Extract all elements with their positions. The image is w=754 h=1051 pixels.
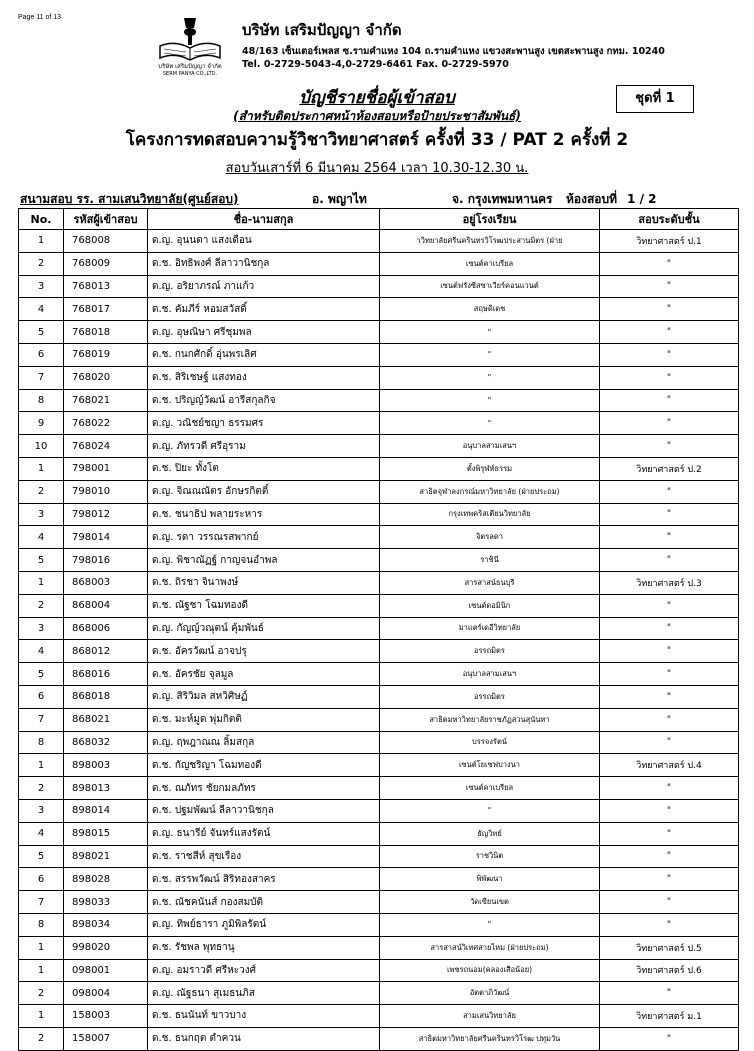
cell-school: อัตตาภิวัฒน์ [380, 982, 600, 1005]
table-row [19, 571, 739, 594]
table-row [19, 685, 739, 708]
table-row [19, 640, 739, 663]
table-row [19, 754, 739, 777]
cell-name: ด.ญ. อุนนดา แสงเดือน [148, 230, 380, 253]
document-subtitle: (สำหรับติดประกาศหน้าห้องสอบหรือป้ายประชาสัมพันธ์) [233, 109, 521, 123]
cell-name: ด.ช. กนกศักดิ์ อุ่นพรเลิศ [148, 343, 380, 366]
cell-level: " [600, 868, 739, 891]
cell-name: ด.ญ. ทิพย์ธารา ภูมิพิลรัตน์ [148, 913, 380, 936]
cell-name: ด.ช. ณภัทร ชัยกมลภัทร [148, 777, 380, 800]
cell-id: 998020 [64, 936, 148, 959]
cell-school: อนุบาลสามเสนฯ [380, 663, 600, 686]
cell-id: 768018 [64, 321, 148, 344]
cell-no: 2 [19, 982, 64, 1005]
cell-id: 898014 [64, 799, 148, 822]
cell-school: อรรถมิตร [380, 685, 600, 708]
cell-no: 10 [19, 435, 64, 458]
cell-school: ราชวินิต [380, 845, 600, 868]
cell-no: 4 [19, 822, 64, 845]
cell-level: " [600, 822, 739, 845]
cell-id: 768019 [64, 343, 148, 366]
logo-text-en: SERM PANYA CO.,LTD. [162, 71, 218, 76]
cell-school: เซนต์โยเซฟบางนา [380, 754, 600, 777]
table-row [19, 777, 739, 800]
cell-name: ด.ช. มะห์มูด พุ่มกิตติ [148, 708, 380, 731]
cell-level: " [600, 731, 739, 754]
cell-level: วิทยาศาสตร์ ม.1 [600, 1005, 739, 1028]
cell-school: บรรจงรัตน์ [380, 731, 600, 754]
cell-name: ด.ช. ณัฐชา โฉมทองดี [148, 594, 380, 617]
project-title: โครงการทดสอบความรู้วิชาวิทยาศาสตร์ ครั้งที่ 33 / PAT 2 ครั้งที่ 2 [125, 130, 629, 150]
cell-id: 768017 [64, 298, 148, 321]
cell-school: เซนต์คาเบรียล [380, 252, 600, 275]
cell-no: 2 [19, 1027, 64, 1050]
cell-level: " [600, 845, 739, 868]
cell-id: 768013 [64, 275, 148, 298]
cell-level: " [600, 777, 739, 800]
table-row [19, 891, 739, 914]
cell-name: ด.ช. อัครชัย จุลมูล [148, 663, 380, 686]
cell-no: 9 [19, 412, 64, 435]
cell-school: " [380, 412, 600, 435]
cell-id: 768020 [64, 366, 148, 389]
table-header-row [19, 209, 739, 230]
cell-level: " [600, 298, 739, 321]
cell-no: 2 [19, 252, 64, 275]
cell-school: เพชรถนอม(คลองเสือน้อย) [380, 959, 600, 982]
cell-level: " [600, 412, 739, 435]
cell-name: ด.ญ. จิณณณัตร อักษรกิตติ์ [148, 480, 380, 503]
cell-level: " [600, 799, 739, 822]
cell-school: มาแตร์เดอีวิทยาลัย [380, 617, 600, 640]
cell-name: ด.ญ. ธนารีย์ จันทร์แสงรัตน์ [148, 822, 380, 845]
cell-name: ด.ญ. วณิชย์ชญา ธรรมศร [148, 412, 380, 435]
cell-no: 7 [19, 708, 64, 731]
cell-level: " [600, 343, 739, 366]
logo-text: บริษัท เสริมปัญญา จำกัด [158, 63, 222, 70]
cell-no: 8 [19, 389, 64, 412]
cell-school: สาธิตมหาวิทยาลัยราชภัฏสวนสุนันทา [380, 708, 600, 731]
cell-level: " [600, 982, 739, 1005]
cell-id: 868016 [64, 663, 148, 686]
cell-no: 2 [19, 480, 64, 503]
table-row [19, 845, 739, 868]
cell-id: 868012 [64, 640, 148, 663]
table-row [19, 822, 739, 845]
cell-no: 1 [19, 754, 64, 777]
cell-level: " [600, 663, 739, 686]
cell-id: 898015 [64, 822, 148, 845]
cell-id: 868018 [64, 685, 148, 708]
cell-level: " [600, 366, 739, 389]
cell-name: ด.ญ. ฤพฎาณณ ลิ้มสกุล [148, 731, 380, 754]
cell-no: 7 [19, 891, 64, 914]
cell-name: ด.ญ. อริยาภรณ์ ภาแก้ว [148, 275, 380, 298]
cell-id: 798014 [64, 526, 148, 549]
cell-level: " [600, 252, 739, 275]
cell-name: ด.ช. ธนกฤต ตำควน [148, 1027, 380, 1050]
cell-no: 4 [19, 526, 64, 549]
cell-id: 768008 [64, 230, 148, 253]
cell-name: ด.ช. ปิยะ ทั้งโต [148, 457, 380, 480]
cell-no: 5 [19, 845, 64, 868]
cell-id: 898028 [64, 868, 148, 891]
table-row [19, 366, 739, 389]
cell-no: 3 [19, 799, 64, 822]
cell-level: " [600, 389, 739, 412]
cell-school: สารสาสน์ธนบุรี [380, 571, 600, 594]
cell-id: 158007 [64, 1027, 148, 1050]
table-row [19, 480, 739, 503]
cell-level: วิทยาศาสตร์ ป.4 [600, 754, 739, 777]
cell-school: พิพัฒนา [380, 868, 600, 891]
table-row [19, 936, 739, 959]
cell-no: 6 [19, 868, 64, 891]
table-row [19, 663, 739, 686]
cell-name: ด.ช. ปฐมพัฒน์ ลีลาวานิชกุล [148, 799, 380, 822]
cell-id: 158003 [64, 1005, 148, 1028]
cell-id: 868021 [64, 708, 148, 731]
exam-room [566, 190, 656, 209]
table-row [19, 708, 739, 731]
cell-school: อนุบาลสามเสนฯ [380, 435, 600, 458]
cell-level: วิทยาศาสตร์ ป.5 [600, 936, 739, 959]
cell-level: " [600, 1027, 739, 1050]
table-row [19, 959, 739, 982]
cell-name: ด.ช. ราชสีห์ สุขเรือง [148, 845, 380, 868]
cell-level: " [600, 685, 739, 708]
cell-no: 5 [19, 663, 64, 686]
cell-no: 1 [19, 936, 64, 959]
cell-id: 868004 [64, 594, 148, 617]
cell-name: ด.ญ. ภัทรวดี ศรีอุราม [148, 435, 380, 458]
cell-school: กรุงเทพคริสเตียนวิทยาลัย [380, 503, 600, 526]
cell-id: 898003 [64, 754, 148, 777]
table-row [19, 503, 739, 526]
cell-name: ด.ญ. อุษณิษา ศรีชุมพล [148, 321, 380, 344]
table-row [19, 982, 739, 1005]
col-header-name: ชื่อ-นามสกุล [148, 209, 380, 230]
cell-school: สาธิตจุฬาลงกรณ์มหาวิทยาลัย (ฝ่ายประถม) [380, 480, 600, 503]
cell-no: 8 [19, 731, 64, 754]
cell-school: " [380, 799, 600, 822]
cell-no: 6 [19, 343, 64, 366]
cell-no: 5 [19, 549, 64, 572]
cell-no: 3 [19, 275, 64, 298]
table-row [19, 252, 739, 275]
cell-id: 798012 [64, 503, 148, 526]
cell-name: ด.ช. ธนนันท์ ขาวบาง [148, 1005, 380, 1028]
cell-id: 768021 [64, 389, 148, 412]
cell-level: " [600, 913, 739, 936]
page-number: Page 11 of 13 [18, 14, 62, 21]
venue-district: อ. พญาไท [312, 192, 367, 206]
cell-school: ธัญวิทย์ [380, 822, 600, 845]
col-header-school: อยู่โรงเรียน [380, 209, 600, 230]
cell-id: 868006 [64, 617, 148, 640]
table-row [19, 731, 739, 754]
cell-school: เซนต์คาเบรียล [380, 777, 600, 800]
cell-id: 868032 [64, 731, 148, 754]
cell-school: สาธิตมหาวิทยาลัยศรีนครินทรวิโรฒ ปทุมวัน [380, 1027, 600, 1050]
venue-name: สนามสอบ รร. สามเสนวิทยาลัย(ศูนย์สอบ) [20, 192, 239, 206]
table-row [19, 868, 739, 891]
cell-level: " [600, 617, 739, 640]
table-row [19, 594, 739, 617]
cell-name: ด.ญ. กัญญ์วณุตน์ คุ้มพันธ์ [148, 617, 380, 640]
cell-school: าวิทยาลัยศรีนครินทรวิโรฒประสานมิตร (ฝ่าย [380, 230, 600, 253]
cell-name: ด.ช. อิทธิพงศ์ ลีลาวานิชกุล [148, 252, 380, 275]
company-address: 48/163 เซ็นเตอร์เพลส ซ.รามคำแหง 104 ถ.รามคำแหง แขวงสะพานสูง เขตสะพานสูง กทม. 10240 [242, 46, 665, 57]
table-row [19, 1027, 739, 1050]
cell-level: " [600, 435, 739, 458]
exam-date: สอบวันเสาร์ที่ 6 มีนาคม 2564 เวลา 10.30-12.30 น. [225, 161, 529, 176]
cell-name: ด.ช. รัชพล พุทธานุ [148, 936, 380, 959]
cell-id: 798016 [64, 549, 148, 572]
cell-level: " [600, 526, 739, 549]
cell-school: วัดเขียนเขต [380, 891, 600, 914]
table-row [19, 275, 739, 298]
table-row [19, 435, 739, 458]
cell-id: 098001 [64, 959, 148, 982]
cell-id: 898034 [64, 913, 148, 936]
cell-no: 1 [19, 230, 64, 253]
table-row [19, 457, 739, 480]
cell-no: 1 [19, 571, 64, 594]
table-row [19, 230, 739, 253]
cell-id: 798010 [64, 480, 148, 503]
cell-level: " [600, 549, 739, 572]
cell-id: 768009 [64, 252, 148, 275]
cell-level: วิทยาศาสตร์ ป.6 [600, 959, 739, 982]
cell-level: " [600, 640, 739, 663]
cell-id: 098004 [64, 982, 148, 1005]
col-header-no: No. [19, 209, 64, 230]
table-row [19, 321, 739, 344]
cell-id: 798001 [64, 457, 148, 480]
cell-level: " [600, 594, 739, 617]
cell-school: " [380, 321, 600, 344]
cell-name: ด.ช. กัญชริญา โฉมทองดี [148, 754, 380, 777]
table-row [19, 298, 739, 321]
cell-school: ตั้งพิรุฬห์ธรรม [380, 457, 600, 480]
cell-name: ด.ช. คัมภีร์ หอมสวัสดิ์ [148, 298, 380, 321]
company-logo [140, 16, 240, 76]
cell-name: ด.ญ. พิชาณัฏฐ์ กาญจนอำพล [148, 549, 380, 572]
cell-school: สารสาสน์วิเทศสายไหม (ฝ่ายประถม) [380, 936, 600, 959]
set-label: ชุดที่ 1 [616, 85, 694, 113]
cell-name: ด.ญ. สิริวิมล สหวิศิษฏ์ [148, 685, 380, 708]
cell-id: 768022 [64, 412, 148, 435]
cell-school: " [380, 913, 600, 936]
table-row [19, 799, 739, 822]
table-row [19, 549, 739, 572]
cell-id: 898021 [64, 845, 148, 868]
cell-school: " [380, 366, 600, 389]
cell-no: 1 [19, 1005, 64, 1028]
cell-no: 4 [19, 640, 64, 663]
table-row [19, 526, 739, 549]
cell-school: สฤษดิเดช [380, 298, 600, 321]
cell-school: สามเสนวิทยาลัย [380, 1005, 600, 1028]
company-tel: Tel. 0-2729-5043-4,0-2729-6461 Fax. 0-2729-5970 [242, 59, 509, 70]
cell-school: จิตรลดา [380, 526, 600, 549]
table-row [19, 412, 739, 435]
cell-id: 868003 [64, 571, 148, 594]
cell-no: 7 [19, 366, 64, 389]
room-label: ห้องสอบที่ [566, 192, 618, 206]
cell-name: ด.ช. ชนาธิป พลายระหาร [148, 503, 380, 526]
cell-level: " [600, 708, 739, 731]
cell-name: ด.ช. ปริญญ์วัฒน์ อารีสกุลกิจ [148, 389, 380, 412]
cell-level: " [600, 321, 739, 344]
document-title: บัญชีรายชื่อผู้เข้าสอบ [299, 88, 455, 108]
cell-name: ด.ช. สิริเชษฐ์ แสงทอง [148, 366, 380, 389]
cell-name: ด.ญ. รดา วรรณรสพากย์ [148, 526, 380, 549]
candidate-table [18, 208, 739, 1051]
cell-school: เซนต์ดอมินิก [380, 594, 600, 617]
cell-level: " [600, 480, 739, 503]
cell-no: 1 [19, 959, 64, 982]
table-row [19, 617, 739, 640]
cell-level: " [600, 503, 739, 526]
cell-no: 4 [19, 298, 64, 321]
table-row [19, 913, 739, 936]
cell-no: 2 [19, 594, 64, 617]
cell-school: ราชินี [380, 549, 600, 572]
venue-province: จ. กรุงเทพมหานคร [452, 192, 553, 206]
cell-name: ด.ช. ถิรชา จินาพงษ์ [148, 571, 380, 594]
cell-id: 898013 [64, 777, 148, 800]
table-row [19, 389, 739, 412]
cell-name: ด.ช. ณัชคนันส์ กองสมบัติ [148, 891, 380, 914]
cell-level: วิทยาศาสตร์ ป.2 [600, 457, 739, 480]
cell-no: 1 [19, 457, 64, 480]
room-value: 1 / 2 [627, 192, 657, 206]
table-row [19, 343, 739, 366]
cell-name: ด.ช. สรรพวัฒน์ สิริทองสาคร [148, 868, 380, 891]
cell-name: ด.ช. อัครวัฒน์ อาจปรุ [148, 640, 380, 663]
cell-school: " [380, 389, 600, 412]
cell-id: 898033 [64, 891, 148, 914]
cell-level: " [600, 275, 739, 298]
cell-school: เซนต์ฟรังซีสซาเวียร์คอนแวนต์ [380, 275, 600, 298]
cell-no: 2 [19, 777, 64, 800]
cell-school: " [380, 343, 600, 366]
cell-no: 5 [19, 321, 64, 344]
cell-no: 3 [19, 503, 64, 526]
cell-school: อรรถมิตร [380, 640, 600, 663]
cell-level: " [600, 891, 739, 914]
cell-no: 8 [19, 913, 64, 936]
cell-id: 768024 [64, 435, 148, 458]
cell-no: 3 [19, 617, 64, 640]
cell-name: ด.ญ. ณัฐธนา สุเมธนภิส [148, 982, 380, 1005]
cell-name: ด.ญ. อมราวดี ศรีหะวงศ์ [148, 959, 380, 982]
company-name: บริษัท เสริมปัญญา จำกัด [242, 21, 402, 39]
col-header-level: สอบระดับชั้น [600, 209, 739, 230]
col-header-id: รหัสผู้เข้าสอบ [64, 209, 148, 230]
cell-no: 6 [19, 685, 64, 708]
lamp-book-icon [140, 16, 240, 76]
cell-level: วิทยาศาสตร์ ป.1 [600, 230, 739, 253]
cell-level: วิทยาศาสตร์ ป.3 [600, 571, 739, 594]
